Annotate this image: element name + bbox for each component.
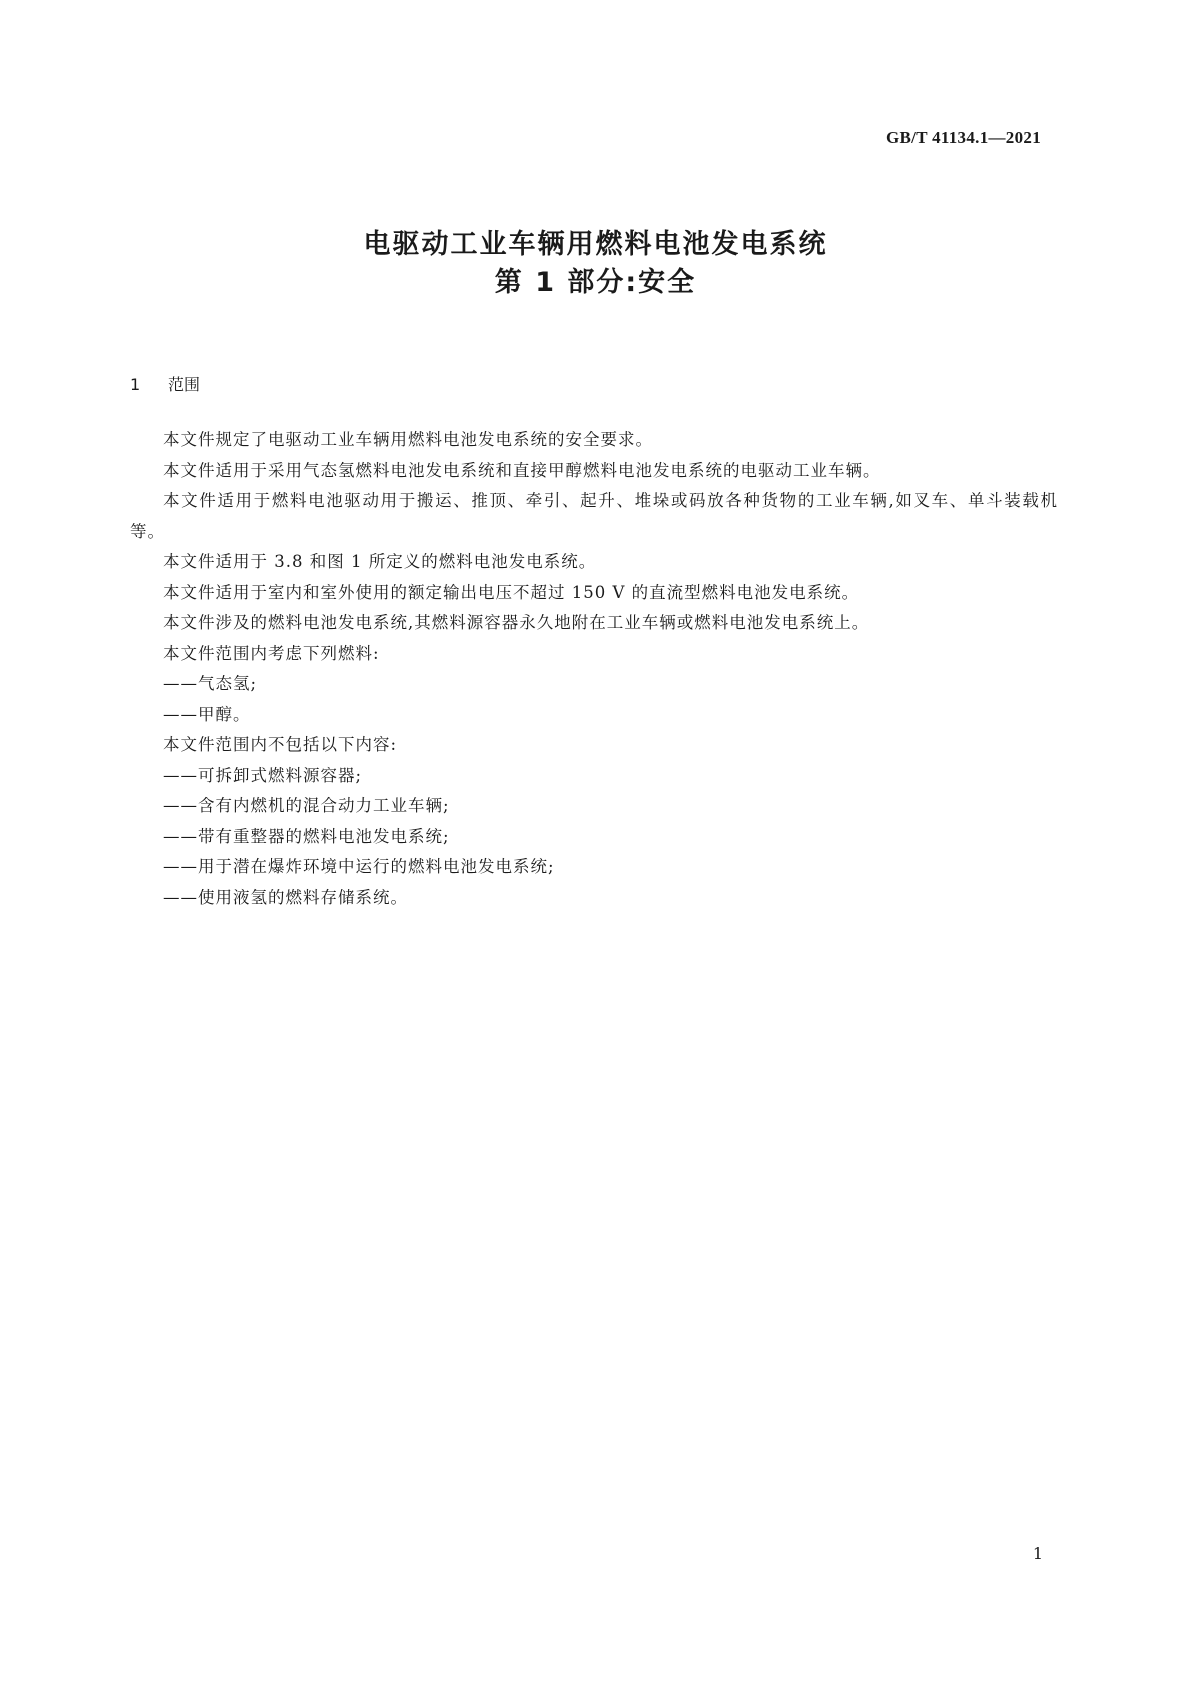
title-line-2: 第 1 部分:安全	[494, 267, 697, 298]
paragraph: 本文件范围内不包括以下内容:	[163, 735, 398, 754]
fuel-list-item: ——甲醇。	[163, 704, 251, 724]
exclusion-list-item: ——含有内燃机的混合动力工业车辆;	[163, 796, 450, 815]
paragraph: 本文件涉及的燃料电池发电系统,其燃料源容器永久地附在工业车辆或燃料电池发电系统上。	[163, 613, 870, 632]
paragraph: 本文件规定了电驱动工业车辆用燃料电池发电系统的安全要求。	[163, 430, 653, 449]
exclusion-list-item: ——用于潜在爆炸环境中运行的燃料电池发电系统;	[163, 857, 555, 876]
exclusion-list-item: ——带有重整器的燃料电池发电系统;	[163, 826, 450, 846]
paragraph: 本文件适用于室内和室外使用的额定输出电压不超过 150 V 的直流型燃料电池发电系统。	[163, 582, 860, 602]
paragraph: 本文件适用于 3.8 和图 1 所定义的燃料电池发电系统。	[163, 552, 597, 571]
paragraph: 本文件适用于燃料电池驱动用于搬运、推顶、牵引、起升、堆垛或码放各种货物的工业车辆,如叉车、单斗装载机等。	[130, 491, 1058, 541]
exclusion-list-item: ——使用液氢的燃料存储系统。	[163, 887, 408, 907]
fuel-list-item: ——气态氢;	[163, 674, 258, 693]
paragraph: 本文件范围内考虑下列燃料:	[163, 643, 380, 663]
scope-body	[130, 425, 1058, 913]
title-line-1: 电驱动工业车辆用燃料电池发电系统	[363, 229, 828, 260]
section-title: 范围	[168, 375, 201, 394]
section-number: 1	[130, 375, 141, 394]
standard-code: GB/T 41134.1—2021	[886, 128, 1041, 147]
page-number: 1	[1032, 1544, 1043, 1563]
exclusion-list-item: ——可拆卸式燃料源容器;	[163, 765, 363, 785]
document-title	[0, 226, 1191, 302]
paragraph: 本文件适用于采用气态氢燃料电池发电系统和直接甲醇燃料电池发电系统的电驱动工业车辆。	[163, 460, 881, 480]
section-heading	[130, 372, 200, 395]
